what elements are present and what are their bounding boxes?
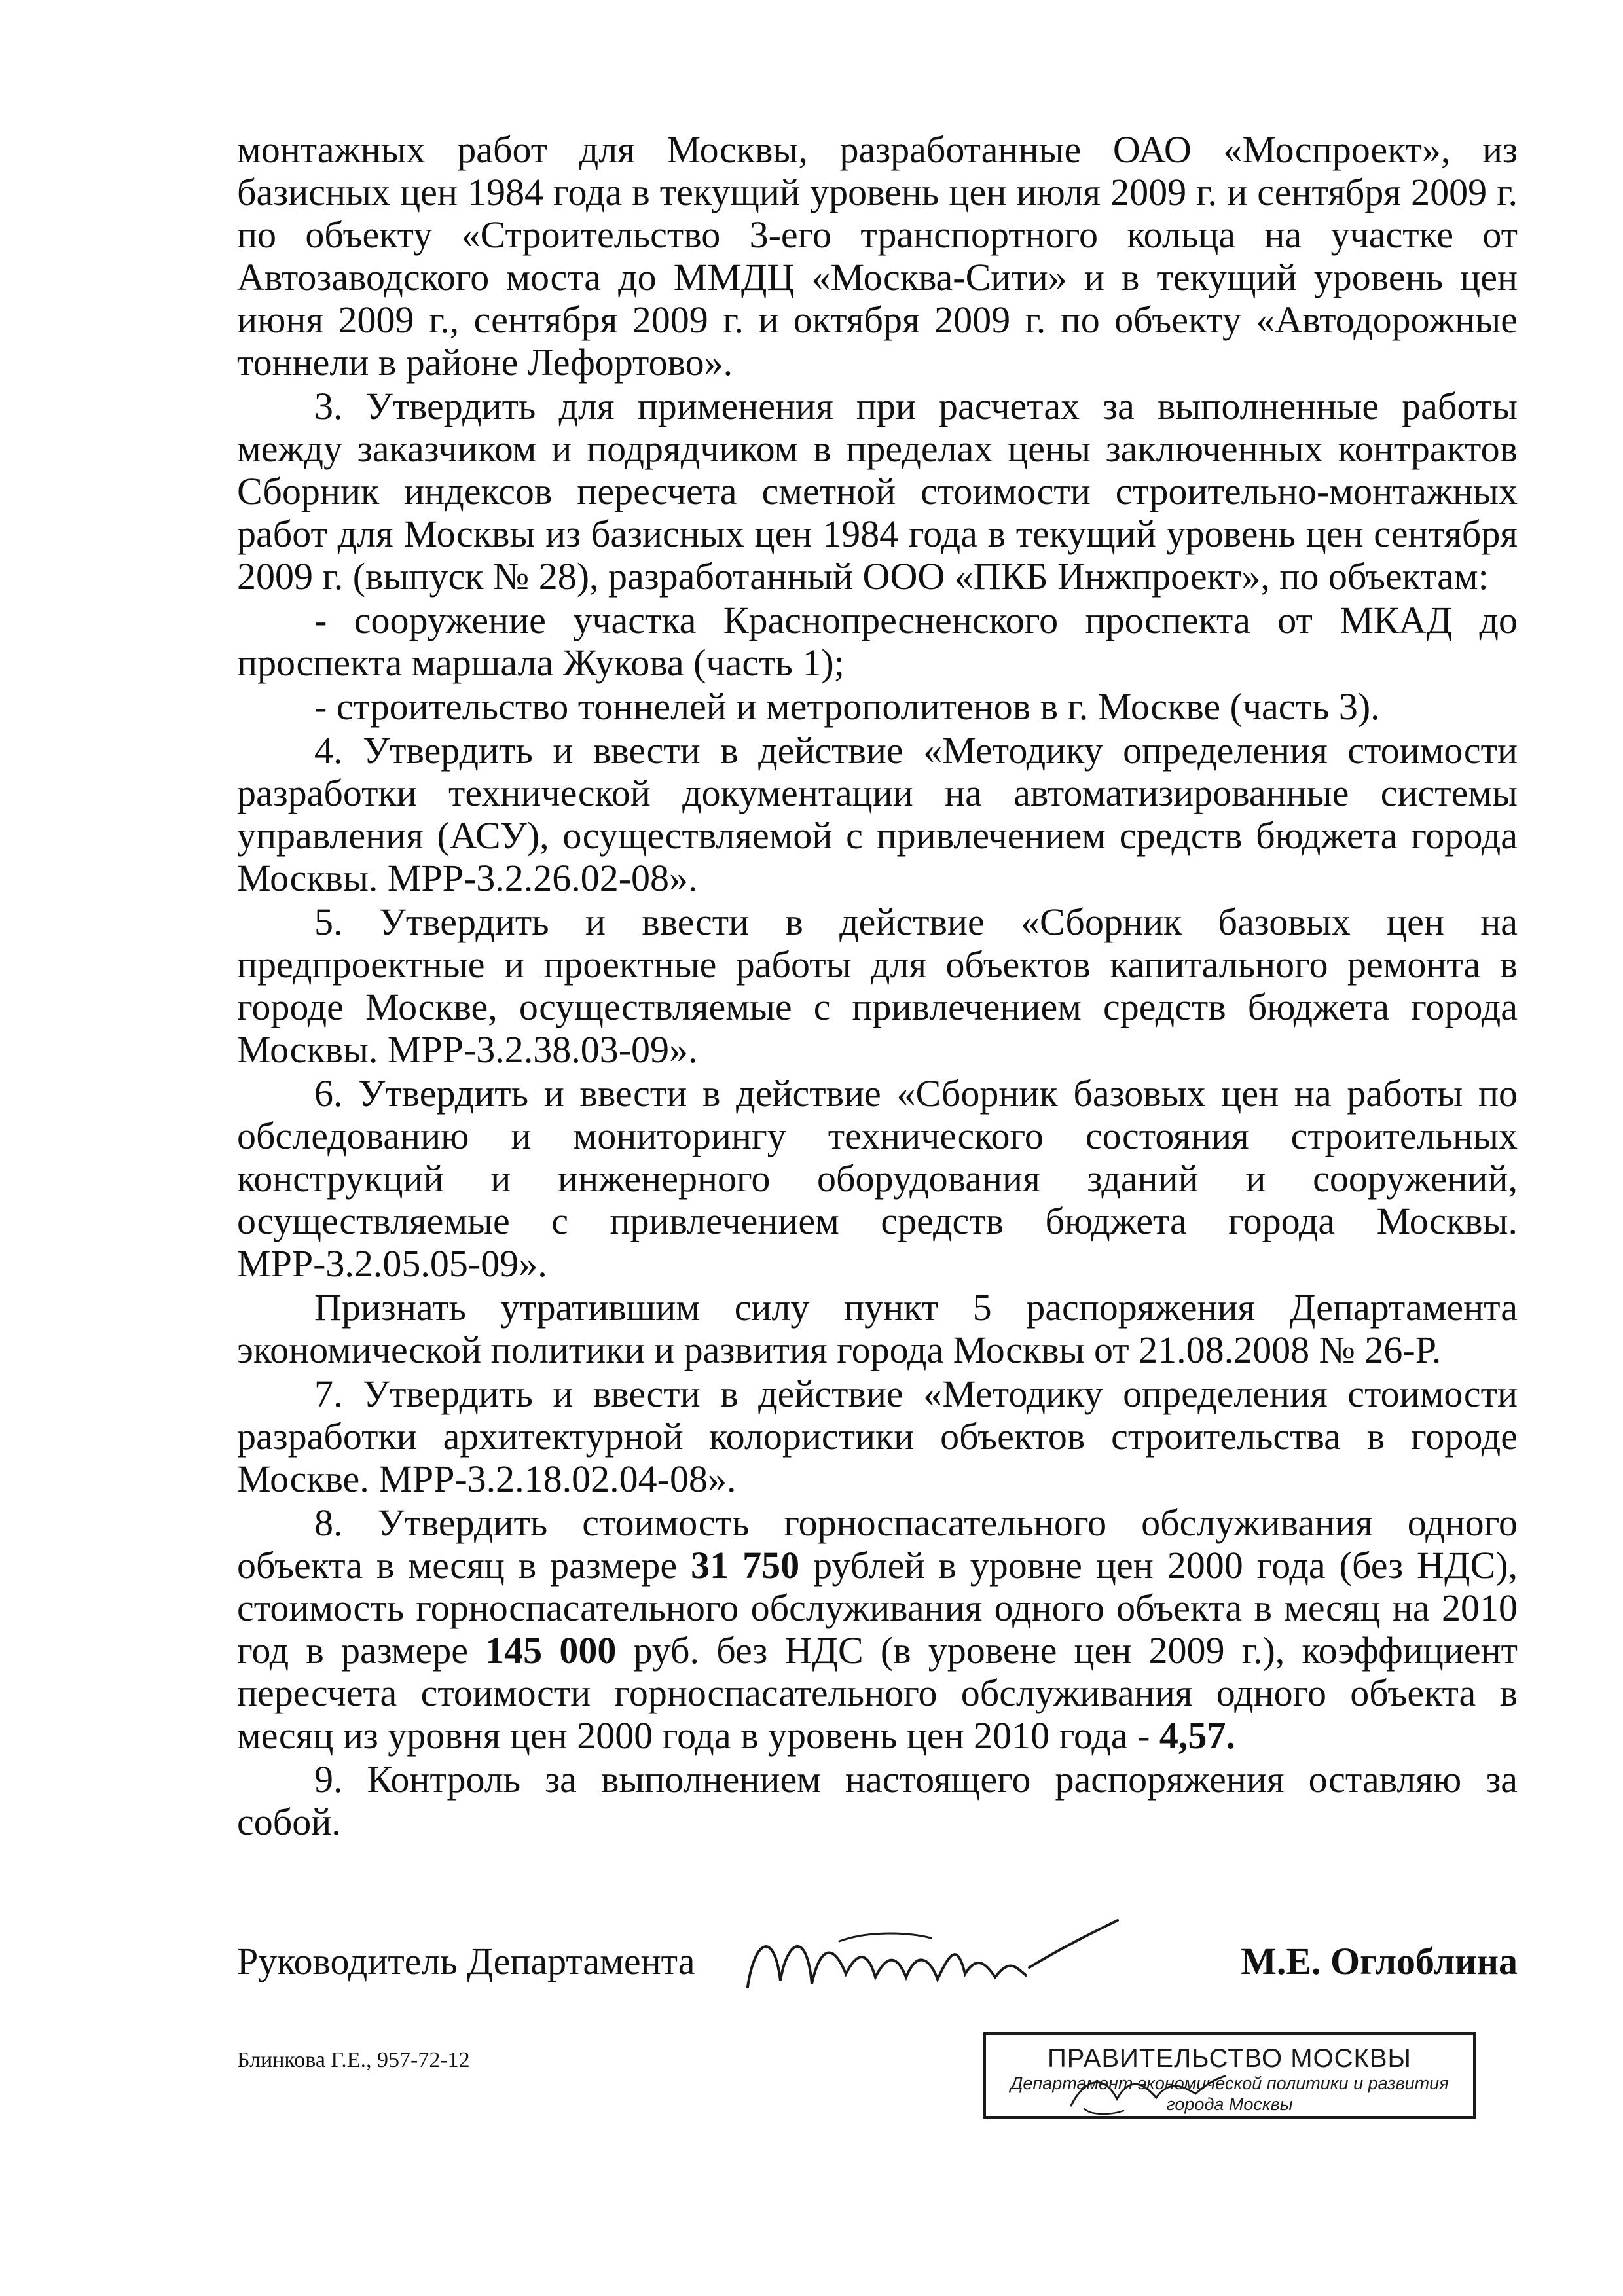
executor-contact: Блинкова Г.Е., 957-72-12 [237, 2048, 470, 2072]
department-stamp [983, 2032, 1476, 2119]
paragraph-item-3-object-1: - сооружение участка Краснопресненского проспекта от МКАД до проспекта маршала Жукова (часть 1); [237, 599, 1518, 684]
item-8-text-3: руб. без НДС (в уровене цен 2009 г.), коэффициент пересчета стоимости горноспасательного обслуживания одного объекта в месяц из уровня цен 2000 года в уровень цен 2010 года - [237, 1629, 1518, 1757]
stamp-title: ПРАВИТЕЛЬСТВО МОСКВЫ [1048, 2044, 1412, 2073]
signatory-name: М.Е. Оглоблина [1241, 1940, 1518, 1982]
paragraph-item-7: 7. Утвердить и ввести в действие «Методику определения стоимости разработки архитектурной колористики объектов строительства в городе Москве. МРР-3.2.18.02.04-08». [237, 1372, 1518, 1500]
stamp-city: города Москвы [1166, 2094, 1293, 2114]
paragraph-item-6: 6. Утвердить и ввести в действие «Сборник базовых цен на работы по обследованию и мониторингу технического состояния строительных конструкций и инженерного оборудования зданий и сооружений, осуществляемые с привлечением средств бюджета города Москвы. МРР-3.2.05.05-09». [237, 1072, 1518, 1285]
paragraph-item-3: 3. Утвердить для применения при расчетах за выполненные работы между заказчиком и подрядчиком в пределах цены заключенных контрактов Сборник индексов пересчета сметной стоимости строительно-монтажных работ для Москвы из базисных цен 1984 года в текущий уровень цен сентября 2009 г. (выпуск № 28), разработанный ООО «ПКБ Инжпроект», по объектам: [237, 385, 1518, 598]
signature-block [237, 1928, 1518, 2007]
stamp-signature [1058, 2053, 1228, 2119]
paragraph-item-3-object-2: - строительство тоннелей и метрополитенов в г. Москве (часть 3). [314, 685, 1380, 728]
paragraph-item-5: 5. Утвердить и ввести в действие «Сборник базовых цен на предпроектные и проектные работы для объектов капитального ремонта в городе Москве, осуществляемые с привлечением средств бюджета города Москвы. МРР-3.2.38.03-09». [237, 901, 1518, 1071]
handwritten-signature [735, 1902, 1127, 2013]
item-8-text-2: рублей в уровне цен 2000 года (без НДС), стоимость горноспасательного обслуживания одного объекта в месяц на 2010 год в размере [237, 1544, 1518, 1672]
item-8-text-1: 8. Утвердить стоимость горноспасательного обслуживания одного объекта в месяц в размере [237, 1501, 1518, 1587]
paragraph-item-4: 4. Утвердить и ввести в действие «Методику определения стоимости разработки технической документации на автоматизированные системы управления (АСУ), осуществляемой с привлечением средств бюджета города Москвы. МРР-3.2.26.02-08». [237, 729, 1518, 899]
signatory-role: Руководитель Департамента [237, 1940, 695, 1982]
paragraph-continuation: монтажных работ для Москвы, разработанные ОАО «Моспроект», из базисных цен 1984 года в текущий уровень цен июля 2009 г. и сентября 2009 г. по объекту «Строительство 3-его транспортного кольца на участке от Автозаводского моста до ММДЦ «Москва-Сити» и в текущий уровень цен июня 2009 г., сентября 2009 г. и октября 2009 г. по объекту «Автодорожные тоннели в районе Лефортово». [237, 128, 1518, 384]
item-8-amount-2000: 31 750 [691, 1544, 800, 1587]
stamp-department: Департамент экономической политики и развития [1010, 2073, 1449, 2093]
document-body [237, 128, 1518, 1843]
paragraph-item-9: 9. Контроль за выполнением настоящего распоряжения оставляю за собой. [237, 1758, 1518, 1843]
paragraph-item-6-repeal: Признать утратившим силу пункт 5 распоряжения Департамента экономической политики и развития города Москвы от 21.08.2008 № 26-Р. [237, 1286, 1518, 1371]
paragraph-item-8 [237, 1501, 1518, 1757]
item-8-amount-2010: 145 000 [485, 1629, 617, 1672]
item-8-coefficient: 4,57. [1159, 1714, 1235, 1757]
